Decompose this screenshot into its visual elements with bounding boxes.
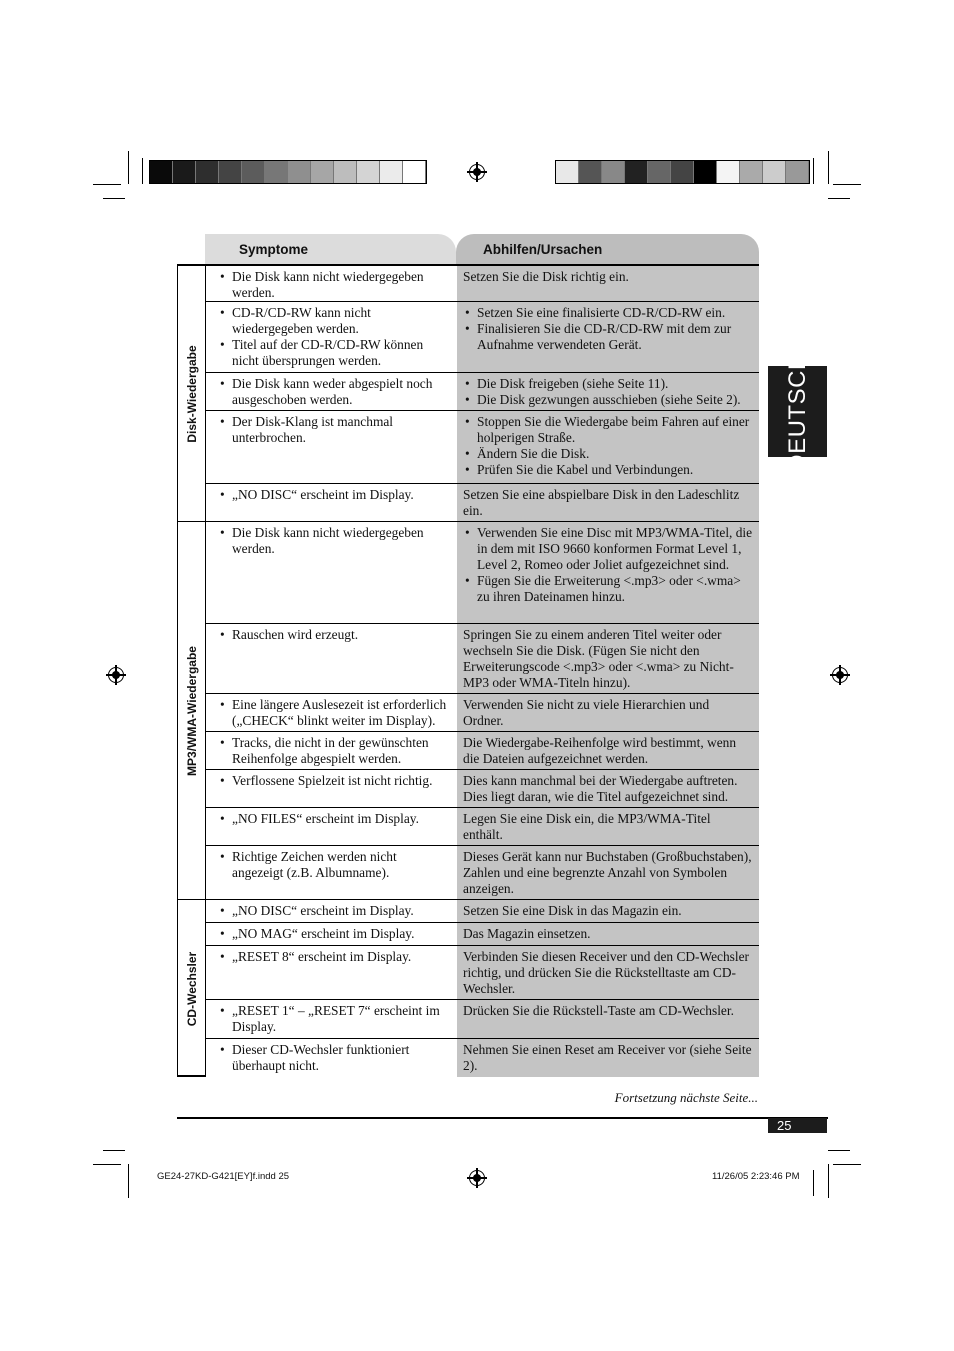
remedy-text: Nehmen Sie einen Reset am Receiver vor (siehe Seite 2). [463,1042,752,1073]
crop-mark [833,184,861,185]
remedy-cell [457,522,759,623]
registration-mark-icon [108,667,124,683]
crop-mark [142,158,143,184]
symptom-item: • „NO DISC“ erscheint im Display. [218,487,451,503]
table-row [206,302,759,373]
symptom-item: • Titel auf der CD-R/CD-RW können nicht übersprungen werden. [218,337,451,369]
remedy-item: • Die Disk gezwungen ausschieben (siehe Seite 2). [463,392,753,408]
remedy-text: Setzen Sie eine Disk in das Magazin ein. [463,903,682,918]
symptom-item: • Verflossene Spielzeit ist nicht richtig. [218,773,451,789]
symptom-item: • Rauschen wird erzeugt. [218,627,451,643]
header-remedy: Abhilfen/Ursachen [456,234,759,265]
remedy-cell [457,900,759,922]
table-row [206,923,759,946]
symptom-cell [206,694,457,731]
remedy-text: Setzen Sie eine abspielbare Disk in den Ladeschlitz ein. [463,487,740,518]
group-label: Disk-Wiedergabe [178,266,206,522]
symptom-cell [206,411,457,483]
group-label: CD-Wechsler [178,900,206,1077]
crop-mark [103,198,125,199]
table-row [206,694,759,732]
remedy-cell [457,373,759,410]
table-row [206,484,759,522]
remedy-text: Verwenden Sie nicht zu viele Hierarchien und Ordner. [463,697,710,728]
symptom-cell [206,484,457,521]
remedy-item: • Finalisieren Sie die CD-R/CD-RW mit dem zur Aufnahme verwendeten Gerät. [463,321,753,353]
troubleshooting-table [177,264,759,1077]
table-row [206,846,759,900]
remedy-cell [457,302,759,372]
remedy-text: Legen Sie eine Disk ein, die MP3/WMA-Titel enthält. [463,811,711,842]
remedy-cell [457,770,759,807]
remedy-cell [457,624,759,693]
remedy-text: Verbinden Sie diesen Receiver und den CD-Wechsler richtig, und drücken Sie die Rückstelltaste am CD-Wechsler. [463,949,749,996]
symptom-cell [206,732,457,769]
symptom-item: • „NO MAG“ erscheint im Display. [218,926,451,942]
crop-mark [828,151,829,184]
slug-file: GE24-27KD-G421[EY]f.indd 25 [157,1171,290,1182]
remedy-cell [457,694,759,731]
symptom-cell [206,624,457,693]
page-number: 25 [768,1118,827,1133]
symptom-cell [206,770,457,807]
symptom-cell [206,302,457,372]
remedy-text: Die Wiedergabe-Reihenfolge wird bestimmt, wenn die Dateien aufgezeichnet werden. [463,735,737,766]
symptom-cell [206,846,457,899]
symptom-cell [206,808,457,845]
symptom-cell [206,923,457,945]
symptom-item: • Die Disk kann weder abgespielt noch ausgeschoben werden. [218,376,451,408]
remedy-text: Das Magazin einsetzen. [463,926,591,941]
remedy-text: Setzen Sie die Disk richtig ein. [463,269,629,284]
remedy-text: Springen Sie zu einem anderen Titel weiter oder wechseln Sie die Disk. (Fügen Sie nicht den Erweiterungscode <.mp3> oder <.wma> zu Nicht-MP3 oder WMA-Titeln hinzu). [463,627,734,690]
grayscale-bar-right [556,161,809,183]
crop-mark [833,1164,861,1165]
remedy-item: • Setzen Sie eine finalisierte CD-R/CD-RW ein. [463,305,753,321]
table-row [206,808,759,846]
table-row [206,770,759,808]
symptom-item: • „NO DISC“ erscheint im Display. [218,903,451,919]
symptom-cell [206,1000,457,1038]
symptom-cell [206,1039,457,1077]
symptom-item: • Dieser CD-Wechsler funktioniert überhaupt nicht. [218,1042,451,1074]
remedy-cell [457,923,759,945]
symptom-item: • CD-R/CD-RW kann nicht wiedergegeben werden. [218,305,451,337]
crop-mark [813,1170,814,1196]
remedy-cell [457,266,759,301]
crop-mark [828,1164,829,1198]
symptom-cell [206,266,457,301]
header-symptom: Symptome [205,234,456,265]
remedy-item: • Fügen Sie die Erweiterung <.mp3> oder <.wma> zu ihren Dateinamen hinzu. [463,573,753,605]
crop-mark [813,158,814,184]
footer-rule [177,1117,828,1119]
remedy-cell [457,1000,759,1038]
symptom-item: • Tracks, die nicht in der gewünschten Reihenfolge abgespielt werden. [218,735,451,767]
remedy-cell [457,946,759,999]
continuation-note: Fortsetzung nächste Seite... [614,1090,758,1105]
crop-mark [103,1150,125,1151]
table-row [206,732,759,770]
remedy-cell [457,808,759,845]
remedy-cell [457,1039,759,1077]
symptom-item: • „RESET 8“ erscheint im Display. [218,949,451,965]
remedy-item: • Prüfen Sie die Kabel und Verbindungen. [463,462,753,478]
table-row [206,411,759,484]
group-label: MP3/WMA-Wiedergabe [178,522,206,900]
symptom-cell [206,900,457,922]
symptom-item: • Die Disk kann nicht wiedergegeben werden. [218,269,451,301]
remedy-cell [457,846,759,899]
remedy-item: • Ändern Sie die Disk. [463,446,753,462]
table-row [206,373,759,411]
table-row [206,1039,759,1077]
grayscale-bar-left [150,161,426,183]
remedy-item: • Verwenden Sie eine Disc mit MP3/WMA-Titel, die in dem mit ISO 9660 konformen Format Level 1, Level 2, Romeo oder Joliet aufgezeichnet sind. [463,525,753,573]
remedy-item: • Stoppen Sie die Wiedergabe beim Fahren auf einer holperigen Straße. [463,414,753,446]
remedy-cell [457,732,759,769]
symptom-cell [206,946,457,999]
symptom-cell [206,373,457,410]
slug-date: 11/26/05 2:23:46 PM [712,1171,800,1182]
table-row [206,266,759,302]
crop-mark [828,1150,850,1151]
registration-mark-icon [469,1170,485,1186]
table-row [206,1000,759,1039]
symptom-item: • Die Disk kann nicht wiedergegeben werden. [218,525,451,557]
symptom-item: • Richtige Zeichen werden nicht angezeigt (z.B. Albumname). [218,849,451,881]
remedy-item: • Die Disk freigeben (siehe Seite 11). [463,376,753,392]
symptom-cell [206,522,457,623]
language-tab: DEUTSCH [768,366,827,457]
remedy-cell [457,484,759,521]
table-row [206,900,759,923]
symptom-item: • Der Disk-Klang ist manchmal unterbrochen. [218,414,451,446]
crop-mark [828,198,850,199]
registration-mark-icon [469,164,485,180]
crop-mark [128,151,129,184]
crop-mark [128,1164,129,1198]
remedy-text: Dies kann manchmal bei der Wiedergabe auftreten. Dies liegt daran, wie die Titel aufgezeichnet sind. [463,773,738,804]
remedy-text: Drücken Sie die Rückstell-Taste am CD-Wechsler. [463,1003,734,1018]
registration-mark-icon [832,667,848,683]
crop-mark [93,184,121,185]
table-row [206,522,759,624]
crop-mark [93,1164,121,1165]
table-row [206,624,759,694]
symptom-item: • „NO FILES“ erscheint im Display. [218,811,451,827]
remedy-cell [457,411,759,483]
symptom-item: • Eine längere Auslesezeit ist erforderlich („CHECK“ blinkt weiter im Display). [218,697,451,729]
remedy-text: Dieses Gerät kann nur Buchstaben (Großbuchstaben), Zahlen und eine begrenzte Anzahl von Symbolen anzeigen. [463,849,752,896]
symptom-item: • „RESET 1“ – „RESET 7“ erscheint im Display. [218,1003,451,1035]
table-row [206,946,759,1000]
